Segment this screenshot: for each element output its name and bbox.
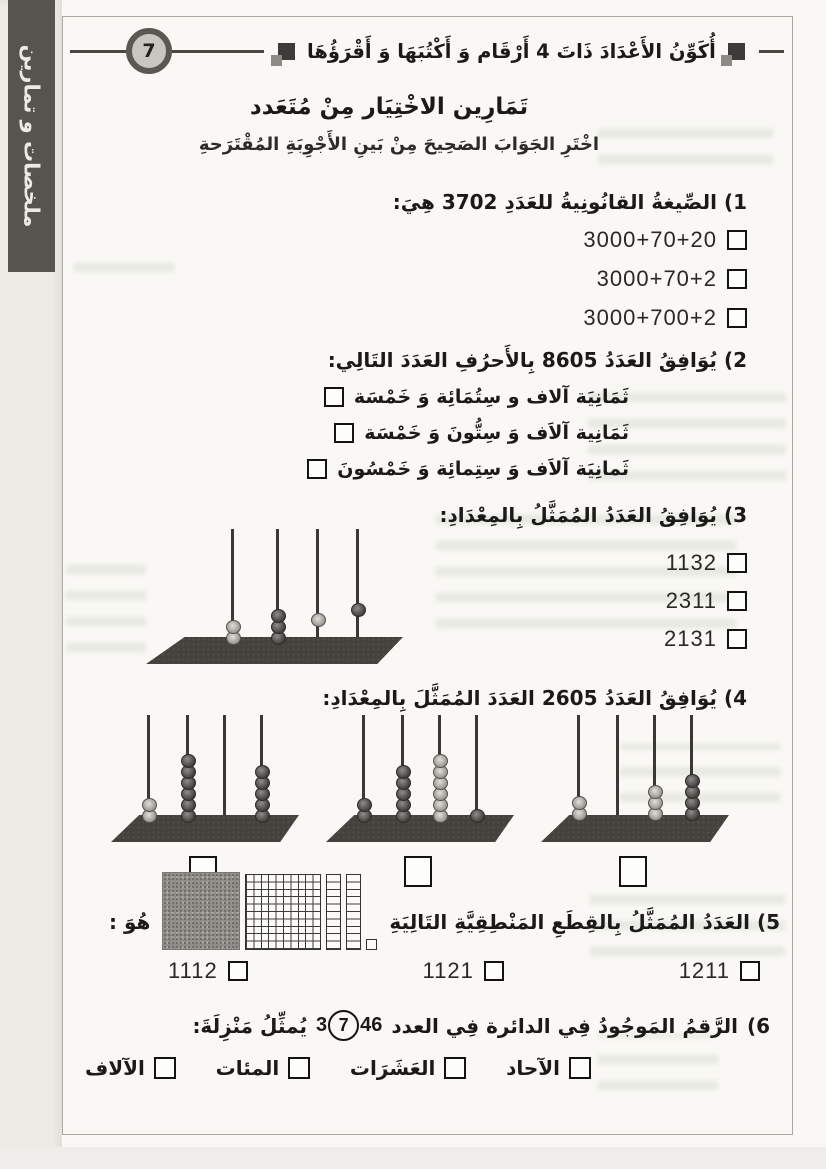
choice-value: المئات (215, 1056, 280, 1080)
abacus-figure (105, 710, 301, 842)
q6-choices (85, 1056, 591, 1080)
question-body: العَدَدُ المُمَثَّلُ بِالقِطَعِ المَنْطِقِيَّةِ التَالِيَةِ (389, 910, 750, 934)
choice-value: 1112 (168, 958, 218, 983)
scan-edge (0, 1147, 826, 1169)
question-body-suffix: يُمثِّلُ مَنْزِلَةَ: (192, 1013, 307, 1038)
question-5-suffix: هُوَ : (109, 910, 151, 934)
checkbox[interactable] (740, 961, 760, 981)
sidebar-label: ملخصات و تمارين (19, 44, 44, 228)
checkbox[interactable] (727, 553, 747, 573)
unit-block (366, 939, 377, 950)
number-with-circled-digit (316, 1010, 382, 1041)
hundred-block (245, 874, 321, 950)
choice-value: 3000+70+20 (583, 227, 717, 252)
digits-before: 3 (315, 1014, 328, 1036)
choice-value: 1211 (678, 958, 730, 983)
abacus-figure (140, 524, 405, 664)
choice-value: 2311 (665, 588, 717, 613)
choice-value: 3000+700+2 (583, 305, 717, 330)
q3-choices (664, 538, 747, 652)
q5-choices (168, 958, 760, 984)
chapter-header (70, 28, 784, 74)
q4-option-1 (105, 710, 301, 887)
question-body: يُوَافِقُ العَدَدُ المُمَثَّلُ بِالمِعْدَادِ: (439, 503, 717, 527)
checkbox[interactable] (727, 591, 747, 611)
q6-choice-1 (506, 1056, 591, 1080)
question-4-text (70, 686, 747, 710)
question-1-text (70, 190, 747, 214)
section-intro (62, 94, 792, 155)
question-number: 4) (723, 686, 747, 710)
choice-value: 2131 (664, 626, 717, 651)
question-5-text (389, 910, 780, 934)
q1-choice-3 (70, 305, 747, 331)
choice-value: 3000+70+2 (596, 266, 717, 291)
q5-choice-2 (423, 958, 504, 984)
choice-value: ثَمَانِية آلاَف وَ سِتُّونَ وَ خَمْسَة (364, 422, 629, 444)
q3-choice-2 (664, 588, 747, 614)
question-body: يُوَافِقُ العَدَدُ 2605 العَدَدَ المُمَثَّلَ بِالمِعْدَادِ: (322, 686, 717, 710)
checkbox[interactable] (288, 1057, 310, 1079)
question-2-text (70, 348, 747, 372)
choice-value: ثَمَانِيَة آلاف و سِتُمَائِة وَ خَمْسَة (353, 386, 629, 408)
question-1 (70, 190, 747, 331)
question-6 (192, 1010, 770, 1041)
q1-choice-2 (70, 266, 747, 292)
q6-choice-2 (350, 1056, 466, 1080)
question-number: 6) (746, 1013, 770, 1038)
checkbox[interactable] (484, 961, 504, 981)
choice-value: الآلاف (85, 1056, 145, 1080)
abacus-figure (535, 710, 731, 842)
checkbox[interactable] (228, 961, 248, 981)
page-number: 7 (142, 40, 156, 62)
header-rule (759, 50, 784, 53)
q1-choice-1 (70, 227, 747, 253)
checkbox[interactable] (444, 1057, 466, 1079)
squares-decoration-icon (278, 43, 295, 60)
q5-choice-3 (168, 958, 248, 984)
q6-choice-3 (216, 1056, 311, 1080)
q4-options (105, 710, 731, 887)
q2-choice-3 (70, 458, 629, 480)
question-5 (109, 868, 780, 950)
q3-choice-1 (664, 550, 747, 576)
question-number: 2) (723, 348, 747, 372)
q4-option-2 (320, 710, 516, 887)
choice-value: العَشَرَات (349, 1056, 436, 1080)
question-body-prefix: الرَّقمُ المَوجُودُ فِي الدائرة فِي العدد (391, 1013, 738, 1038)
choice-value: الآحاد (506, 1056, 560, 1080)
choice-value: 1121 (422, 958, 474, 983)
base-ten-blocks-figure (162, 868, 377, 950)
chapter-title: أُكَوِّنُ الأَعْدَادَ ذَاتَ 4 أَرْقَام وَ أَكْتُبَهَا وَ أَقْرَؤُهَا (307, 39, 716, 63)
q5-choice-1 (679, 958, 760, 984)
choice-value: 1132 (665, 550, 717, 575)
question-body: يُوَافِقُ العَدَدُ 8605 بِالأَحرُفِ العَدَدَ التَالِي: (327, 348, 717, 372)
checkbox[interactable] (727, 230, 747, 250)
ten-block (326, 874, 341, 950)
q2-choice-2 (70, 422, 629, 444)
header-rule (70, 50, 126, 53)
checkbox[interactable] (154, 1057, 176, 1079)
question-number: 5) (756, 910, 780, 934)
page-number-badge (126, 28, 172, 74)
checkbox[interactable] (727, 308, 747, 328)
question-number: 3) (723, 503, 747, 527)
circled-digit: 7 (328, 1010, 359, 1041)
checkbox[interactable] (324, 387, 344, 407)
checkbox[interactable] (727, 269, 747, 289)
squares-decoration-icon (728, 43, 745, 60)
checkbox[interactable] (334, 423, 354, 443)
header-rule (172, 50, 264, 53)
section-title: تَمَارِين الاخْتِيَار مِنْ مُتَعَدد (249, 94, 529, 120)
question-4 (70, 686, 747, 710)
q2-choice-1 (70, 386, 629, 408)
digits-after: 46 (360, 1014, 383, 1036)
q4-option-3 (535, 710, 731, 887)
checkbox[interactable] (569, 1057, 591, 1079)
question-number: 1) (723, 190, 747, 214)
q3-choice-3 (664, 626, 747, 652)
q6-choice-4 (85, 1056, 176, 1080)
abacus-figure (320, 710, 516, 842)
question-body: الصِّيغةُ القانُونِيةُ للعَدَدِ 3702 هِيَ: (392, 190, 717, 214)
section-instruction: اخْتَرِ الجَوَابَ الصَحِيحَ مِنْ بَينِ الأَجْوِبَةِ المُقْتَرَحةِ (198, 134, 600, 155)
thousand-block (162, 872, 240, 950)
checkbox[interactable] (727, 629, 747, 649)
ten-block (346, 874, 361, 950)
question-2 (70, 348, 747, 480)
checkbox[interactable] (307, 459, 327, 479)
choice-value: ثَمانِيَة آلاَف وَ سِتِمائِة وَ خَمْسُونَ (337, 458, 629, 480)
